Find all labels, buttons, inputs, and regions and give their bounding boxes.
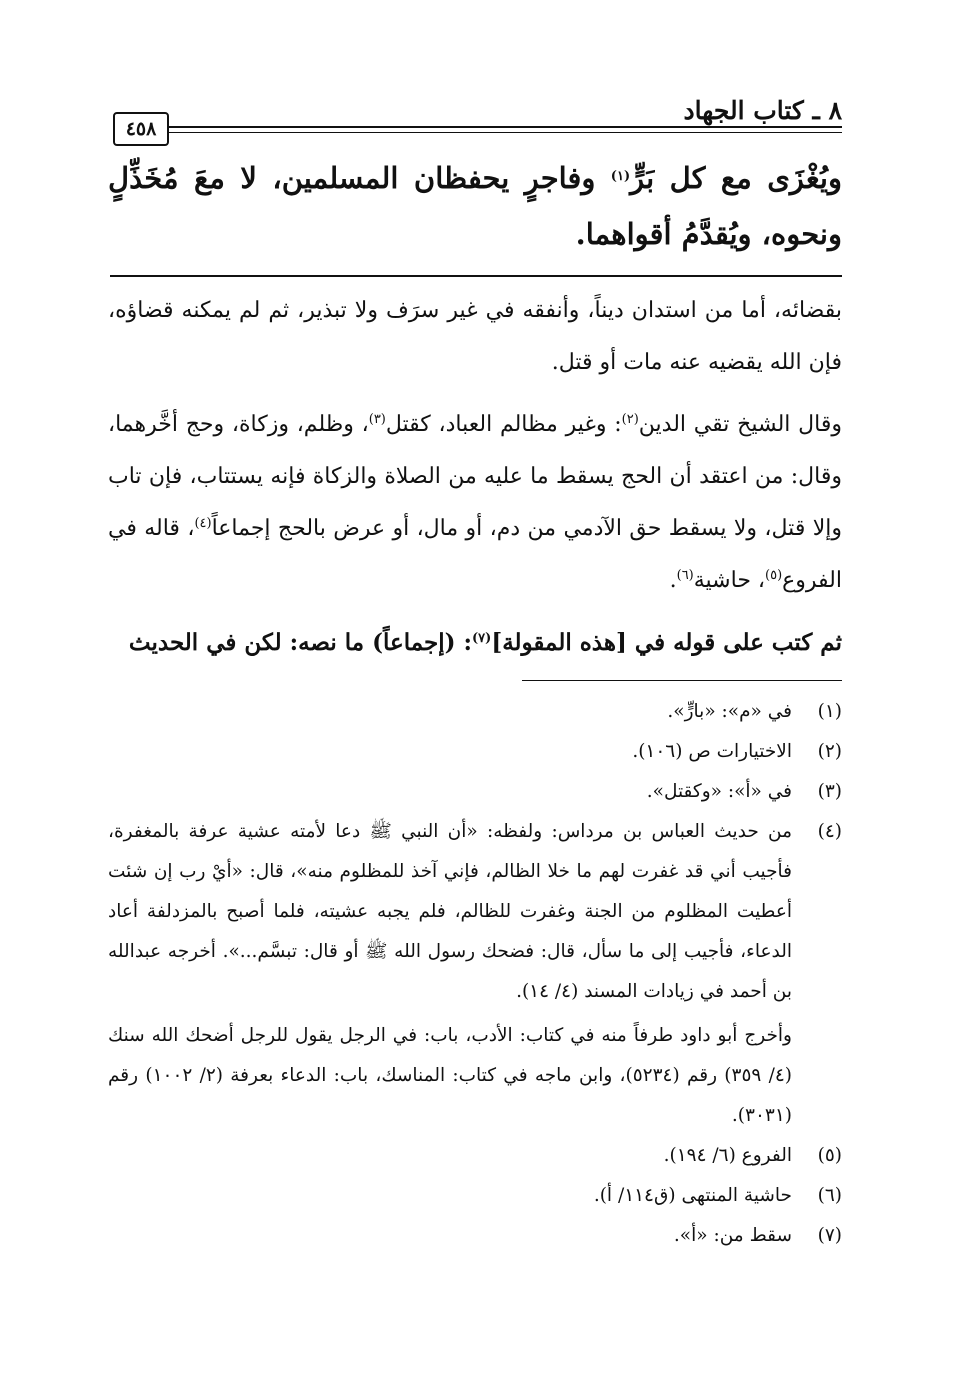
text-run: : وغير مظالم العباد، كقتل	[385, 412, 622, 437]
footnote-5	[108, 1136, 842, 1176]
commentary-paragraph-2	[108, 399, 842, 607]
footnote-ref-2: (٢)	[621, 412, 639, 427]
page-number: ٤٥٨	[113, 112, 169, 146]
footnote-number: (٥)	[817, 1145, 842, 1166]
footnote-4-continuation: وأخرج أبو داود طرفاً منه في كتاب: الأدب، باب: في الرجل يقول للرجل أضحك الله سنك (٤/ ٣٥٩) رقم (٥٢٣٤)، وابن ماجه في كتاب: المناسك، باب: الدعاء بعرفة (٢/ ١٠٠٢) رقم (٣٠٣١).	[108, 1025, 792, 1126]
footnote-ref-6: (٦)	[676, 568, 694, 583]
commentary	[108, 285, 842, 669]
matn-divider	[110, 275, 842, 277]
footnote-4	[108, 812, 842, 1012]
footnote-text: سقط من: «أ».	[673, 1225, 792, 1246]
footnote-number: (٦)	[817, 1185, 842, 1206]
matn-text-part: ويُغْزَى مع كل بَرٍّ	[630, 161, 842, 195]
text-run: ، وظلم، وزكاة، وحج أخَّرهما، وقال: من اعتقد أن الحج يسقط ما عليه من الصلاة والزكاة فإنه يستتاب، فإن تاب وإلا قتل، ولا يسقط حق الآدمي من دم، أو مال، أو عرض بالحج إجماعاً	[108, 412, 842, 541]
footnote-number: (٤)	[817, 821, 842, 842]
text-run: .	[669, 568, 677, 593]
footnote-text: الاختيارات ص (١٠٦).	[632, 741, 792, 762]
text-run: ، حاشية	[693, 568, 766, 593]
footnote-text: في «م»: «بارٍّ».	[667, 701, 792, 722]
matn-text	[108, 150, 842, 262]
footnotes	[108, 692, 842, 1256]
footnote-text: الفروع (٦/ ١٩٤).	[663, 1145, 792, 1166]
footnote-number: (١)	[817, 701, 842, 722]
chapter-title: ٨ ـ كتاب الجهاد	[683, 96, 842, 125]
footnote-number: (٣)	[817, 781, 842, 802]
matn-text-part: وفاجرٍ يحفظان المسلمين، لا معَ مُخَذِّلٍ ونحوه، ويُقدَّمُ أقواهما.	[108, 161, 842, 251]
text-run: : (إجماعاً) ما نصه: لكن في الحديث	[128, 629, 473, 656]
footnote-2	[108, 732, 842, 772]
footnote-ref-5: (٥)	[765, 568, 783, 583]
text-run: ثم كتب على قوله في [هذه المقولة]	[491, 629, 842, 656]
footnote-3	[108, 772, 842, 812]
footnote-number: (٢)	[817, 741, 842, 762]
footnote-text: حاشية المنتهى (ق١١٤/ أ).	[593, 1185, 792, 1206]
footnote-divider	[522, 680, 842, 681]
header-rule	[169, 126, 842, 133]
text-run: ، قاله في الفروع	[108, 516, 842, 593]
footnote-7	[108, 1216, 842, 1256]
footnote-text: من حديث العباس بن مرداس: ولفظه: «أن النبي ﷺ دعا لأمته عشية عرفة بالمغفرة، فأجيب أني قد غفرت لهم ما خلا الظالم، فإني آخذ للمظلوم منه»، قال: «أيْ رب إن شئت أعطيت المظلوم من الجنة وغفرت للظالم، فلم يجبه عشيته، فلما أصبح بالمزدلفة أعاد الدعاء، فأجيب إلى ما سأل، قال: فضحك رسول الله ﷺ أو قال: تبسَّم...». أخرجه عبدالله بن أحمد في زيادات المسند (٤/ ١٤).	[108, 821, 792, 1002]
commentary-paragraph-1: بقضائه، أما من استدان ديناً، وأنفقه في غير سرَف ولا تبذير، ثم لم يمكنه قضاؤه، فإن الله يقضيه عنه مات أو قتل.	[108, 298, 842, 375]
footnote-text: في «أ»: «وكقتل».	[646, 781, 792, 802]
footnote-ref-7: (٧)	[472, 631, 492, 646]
commentary-paragraph-3	[108, 617, 842, 669]
footnote-number: (٧)	[817, 1225, 842, 1246]
footnote-ref-4: (٤)	[194, 516, 212, 531]
footnote-ref-1: (١)	[610, 169, 631, 184]
footnote-ref-3: (٣)	[368, 412, 386, 427]
footnote-6	[108, 1176, 842, 1216]
text-run: وقال الشيخ تقي الدين	[638, 412, 842, 437]
footnote-1	[108, 692, 842, 732]
running-header	[113, 86, 842, 146]
